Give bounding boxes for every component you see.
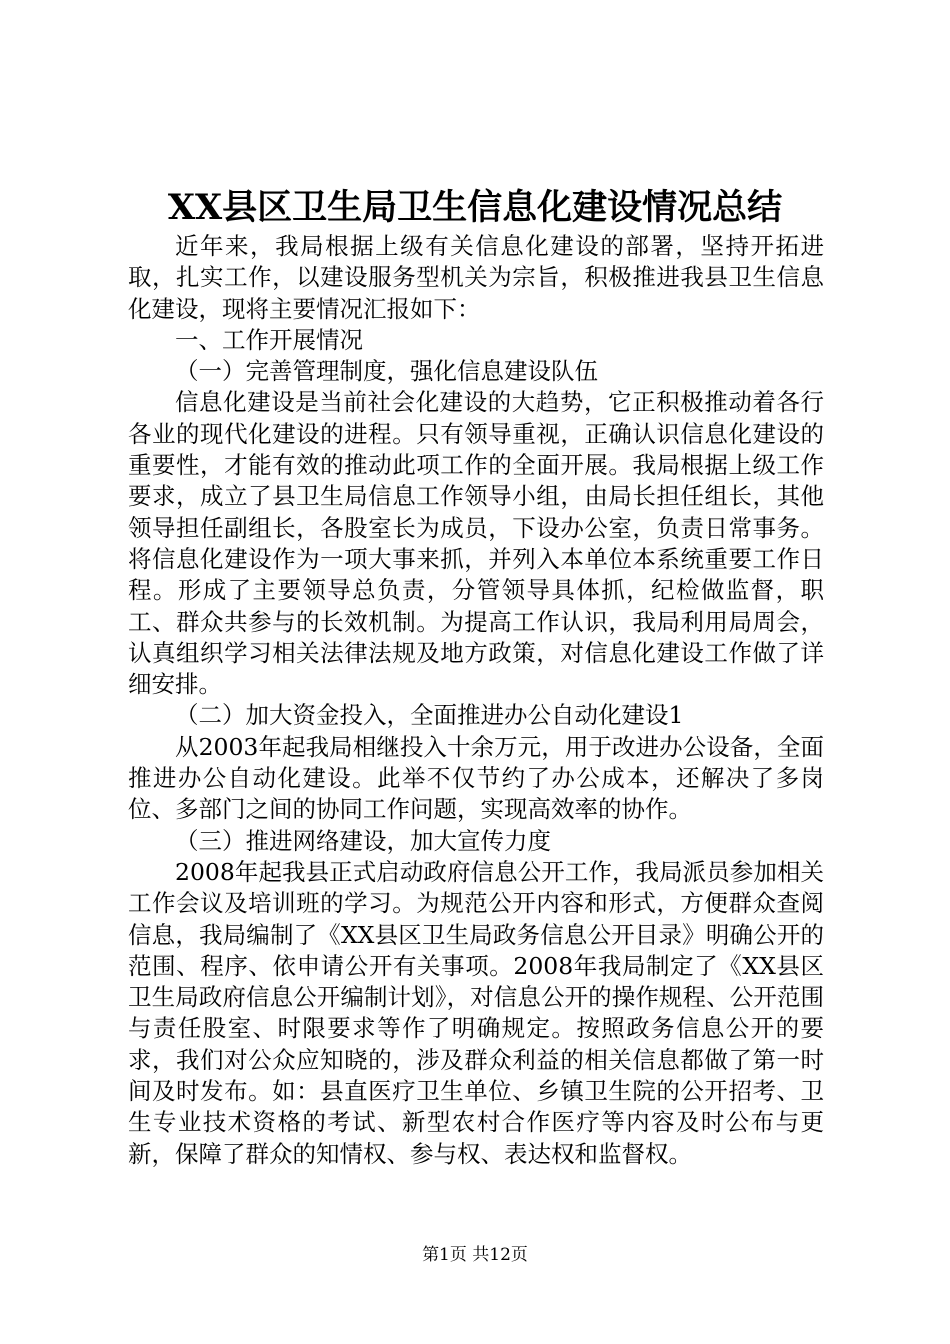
body-paragraph-3: 2008年起我县正式启动政府信息公开工作，我局派员参加相关工作会议及培训班的学习。为规范公开内容和形式，方便群众查阅信息，我局编制了《XX县区卫生局政务信息公开目录》明确公开的范围、程序、依申请公开有关事项。2008年我局制定了《XX县区卫生局政府信息公开编制计划》，对信息公开的操作规程、公开范围与责任股室、时限要求等作了明确规定。按照政务信息公开的要求，我们对公众应知晓的，涉及群众利益的相关信息都做了第一时间及时发布。如：县直医疗卫生单位、乡镇卫生院的公开招考、卫生专业技术资格的考试、新型农村合作医疗等内容及时公布与更新，保障了群众的知情权、参与权、表达权和监督权。 (128, 857, 824, 1168)
subsection-heading-2: （二）加大资金投入，全面推进办公自动化建设1 (175, 701, 684, 730)
body-paragraph-2: 从2003年起我局相继投入十余万元，用于改进办公设备，全面推进办公自动化建设。此举不仅节约了办公成本，还解决了多岗位、多部门之间的协同工作问题，实现高效率的协作。 (128, 732, 824, 824)
intro-paragraph: 近年来，我局根据上级有关信息化建设的部署，坚持开拓进取，扎实工作，以建设服务型机关为宗旨，积极推进我县卫生信息化建设，现将主要情况汇报如下： (128, 232, 824, 323)
subsection-heading-3: （三）推进网络建设，加大宣传力度 (175, 826, 551, 855)
page-number: 第1页 共12页 (422, 1245, 528, 1265)
document-body (128, 231, 824, 1170)
body-paragraph-1: 信息化建设是当前社会化建设的大趋势，它正积极推动着各行各业的现代化建设的进程。只有领导重视，正确认识信息化建设的重要性，才能有效的推动此项工作的全面开展。我局根据上级工作要求，成立了县卫生局信息工作领导小组，由局长担任组长，其他领导担任副组长，各股室长为成员，下设办公室，负责日常事务。将信息化建设作为一项大事来抓，并列入本单位本系统重要工作日程。形成了主要领导总负责，分管领导具体抓，纪检做监督，职工、群众共参与的长效机制。为提高工作认识，我局利用局周会，认真组织学习相关法律法规及地方政策，对信息化建设工作做了详细安排。 (128, 388, 824, 699)
subsection-heading-1: （一）完善管理制度，强化信息建设队伍 (175, 357, 598, 386)
document-title: XX县区卫生局卫生信息化建设情况总结 (167, 187, 783, 228)
section-heading: 一、工作开展情况 (175, 325, 363, 354)
